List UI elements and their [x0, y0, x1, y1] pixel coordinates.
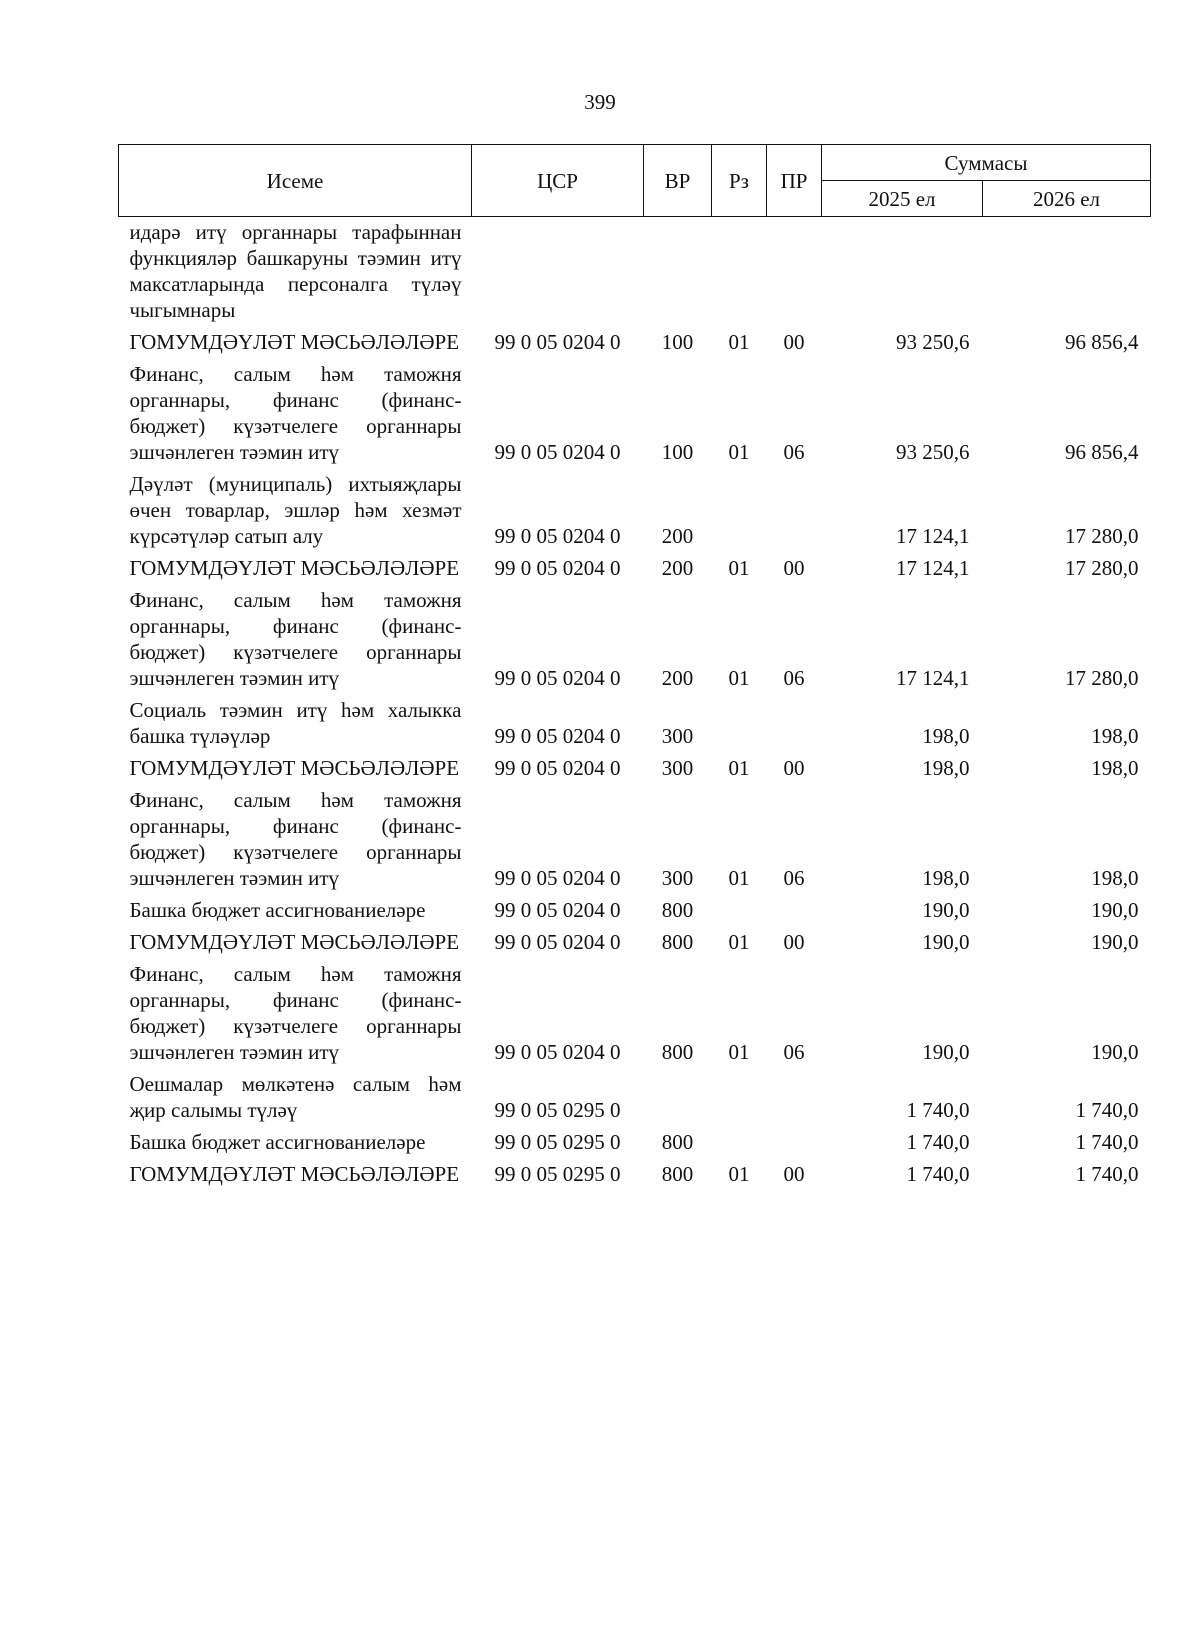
header-name: Исеме: [119, 145, 472, 217]
cell-vr: 200: [661, 666, 694, 690]
cell-csr: 99 0 05 0204 0: [494, 898, 621, 922]
cell-rz: 01: [728, 330, 750, 354]
cell-y2026: 198,0: [1091, 866, 1139, 890]
cell-csr: 99 0 05 0204 0: [494, 666, 621, 690]
cell-y2025: 190,0: [922, 898, 970, 922]
cell-pr: [767, 465, 822, 549]
table-row: [119, 217, 1151, 324]
cell-csr: 99 0 05 0204 0: [494, 330, 621, 354]
cell-pr: [767, 1065, 822, 1123]
cell-vr: 800: [661, 898, 694, 922]
cell-vr: 800: [661, 930, 694, 954]
table-row: [119, 891, 1151, 923]
table-row: [119, 355, 1151, 465]
cell-vr: 300: [661, 866, 694, 890]
header-pr: ПР: [767, 145, 822, 217]
cell-name: ГОМУМДӘҮЛӘТ МӘСЬӘЛӘЛӘРЕ: [129, 330, 460, 354]
cell-y2025: 1 740,0: [906, 1130, 970, 1154]
cell-pr: 00: [783, 1162, 805, 1186]
cell-pr: 06: [783, 1040, 805, 1064]
table-row: [119, 1123, 1151, 1155]
cell-csr: 99 0 05 0295 0: [494, 1098, 621, 1122]
cell-csr: 99 0 05 0295 0: [494, 1130, 621, 1154]
cell-csr: 99 0 05 0204 0: [494, 1040, 621, 1064]
cell-rz: 01: [728, 756, 750, 780]
cell-y2026: 96 856,4: [1065, 330, 1139, 354]
cell-y2026: 17 280,0: [1065, 524, 1139, 548]
header-sums: Суммасы: [822, 145, 1151, 181]
table-row: [119, 1155, 1151, 1187]
cell-y2026: 190,0: [1091, 930, 1139, 954]
cell-y2026: 198,0: [1091, 724, 1139, 748]
cell-y2026: 17 280,0: [1065, 556, 1139, 580]
cell-rz: 01: [728, 930, 750, 954]
cell-y2025: 190,0: [922, 1040, 970, 1064]
table-row: [119, 923, 1151, 955]
cell-csr: 99 0 05 0204 0: [494, 724, 621, 748]
cell-csr: 99 0 05 0295 0: [494, 1162, 621, 1186]
cell-name: Дәүләт (муниципаль) ихтыяҗлары өчен товарлар, эшләр һәм хезмәт күрсәтүләр сатып алу: [129, 472, 462, 548]
cell-rz: [712, 891, 767, 923]
header-vr: ВР: [644, 145, 712, 217]
cell-name: ГОМУМДӘҮЛӘТ МӘСЬӘЛӘЛӘРЕ: [129, 1162, 460, 1186]
cell-csr: 99 0 05 0204 0: [494, 866, 621, 890]
cell-rz: [712, 1123, 767, 1155]
cell-pr: [767, 217, 822, 324]
header-year-2026: 2026 ел: [983, 181, 1151, 217]
cell-rz: 01: [728, 666, 750, 690]
cell-rz: [712, 1065, 767, 1123]
cell-name: Башка бюджет ассигнованиеләре: [129, 1130, 426, 1154]
cell-y2026: 17 280,0: [1065, 666, 1139, 690]
table-row: [119, 323, 1151, 355]
cell-vr: 800: [661, 1040, 694, 1064]
cell-y2026: 190,0: [1091, 1040, 1139, 1064]
table-header: [119, 145, 1151, 217]
cell-name: Башка бюджет ассигнованиеләре: [129, 898, 426, 922]
cell-y2025: 93 250,6: [896, 440, 970, 464]
cell-y2025: 190,0: [922, 930, 970, 954]
cell-vr: 300: [661, 724, 694, 748]
table-row: [119, 1065, 1151, 1123]
cell-y2025: 93 250,6: [896, 330, 970, 354]
cell-csr: 99 0 05 0204 0: [494, 930, 621, 954]
cell-csr: [472, 217, 644, 324]
cell-y2025: 17 124,1: [896, 556, 970, 580]
cell-pr: [767, 1123, 822, 1155]
cell-vr: 300: [661, 756, 694, 780]
cell-y2025: 17 124,1: [896, 666, 970, 690]
cell-pr: 00: [783, 330, 805, 354]
table-row: [119, 581, 1151, 691]
cell-csr: 99 0 05 0204 0: [494, 556, 621, 580]
cell-y2026: [983, 217, 1151, 324]
cell-rz: [712, 691, 767, 749]
cell-pr: 06: [783, 440, 805, 464]
cell-y2025: 1 740,0: [906, 1098, 970, 1122]
header-year-2025: 2025 ел: [822, 181, 983, 217]
cell-rz: 01: [728, 1040, 750, 1064]
cell-vr: 200: [661, 524, 694, 548]
cell-rz: [712, 217, 767, 324]
cell-y2026: 1 740,0: [1075, 1098, 1139, 1122]
cell-y2025: 198,0: [922, 756, 970, 780]
cell-name: ГОМУМДӘҮЛӘТ МӘСЬӘЛӘЛӘРЕ: [129, 556, 460, 580]
table-row: [119, 465, 1151, 549]
cell-vr: 800: [661, 1162, 694, 1186]
cell-pr: 00: [783, 930, 805, 954]
cell-rz: 01: [728, 866, 750, 890]
cell-name: ГОМУМДӘҮЛӘТ МӘСЬӘЛӘЛӘРЕ: [129, 756, 460, 780]
cell-rz: 01: [728, 1162, 750, 1186]
cell-name: идарә итү органнары тарафыннан функцияләр башкаруны тәэмин итү максатларында персоналга түләү чыгымнары: [129, 220, 462, 322]
cell-y2026: 190,0: [1091, 898, 1139, 922]
cell-rz: 01: [728, 440, 750, 464]
cell-name: ГОМУМДӘҮЛӘТ МӘСЬӘЛӘЛӘРЕ: [129, 930, 460, 954]
cell-pr: 00: [783, 756, 805, 780]
cell-name: Социаль тәэмин итү һәм халыкка башка түләүләр: [129, 698, 462, 748]
cell-csr: 99 0 05 0204 0: [494, 524, 621, 548]
cell-rz: [712, 465, 767, 549]
cell-pr: 00: [783, 556, 805, 580]
cell-y2025: [822, 217, 983, 324]
cell-pr: 06: [783, 866, 805, 890]
cell-vr: [644, 217, 712, 324]
cell-vr: [644, 1065, 712, 1123]
cell-vr: 100: [661, 440, 694, 464]
cell-pr: [767, 691, 822, 749]
cell-name: Финанс, салым һәм таможня органнары, финанс (финанс-бюджет) күзәтчелеге органнары эшчәнлеген тәэмин итү: [129, 962, 462, 1064]
cell-vr: 100: [661, 330, 694, 354]
table-row: [119, 781, 1151, 891]
cell-name: Оешмалар мөлкәтенә салым һәм җир салымы түләү: [129, 1072, 462, 1122]
cell-name: Финанс, салым һәм таможня органнары, финанс (финанс-бюджет) күзәтчелеге органнары эшчәнлеген тәэмин итү: [129, 588, 462, 690]
budget-table: [118, 144, 1151, 1187]
cell-csr: 99 0 05 0204 0: [494, 440, 621, 464]
cell-vr: 800: [661, 1130, 694, 1154]
page-number: 399: [584, 90, 616, 114]
header-rz: Рз: [712, 145, 767, 217]
cell-y2025: 1 740,0: [906, 1162, 970, 1186]
cell-pr: 06: [783, 666, 805, 690]
table-row: [119, 549, 1151, 581]
cell-y2025: 198,0: [922, 724, 970, 748]
table-row: [119, 749, 1151, 781]
cell-vr: 200: [661, 556, 694, 580]
header-csr: ЦСР: [472, 145, 644, 217]
cell-y2026: 1 740,0: [1075, 1162, 1139, 1186]
cell-rz: 01: [728, 556, 750, 580]
cell-y2025: 198,0: [922, 866, 970, 890]
cell-name: Финанс, салым һәм таможня органнары, финанс (финанс-бюджет) күзәтчелеге органнары эшчәнлеген тәэмин итү: [129, 362, 462, 464]
cell-y2025: 17 124,1: [896, 524, 970, 548]
cell-name: Финанс, салым һәм таможня органнары, финанс (финанс-бюджет) күзәтчелеге органнары эшчәнлеген тәэмин итү: [129, 788, 462, 890]
cell-pr: [767, 891, 822, 923]
table-row: [119, 691, 1151, 749]
cell-y2026: 96 856,4: [1065, 440, 1139, 464]
cell-csr: 99 0 05 0204 0: [494, 756, 621, 780]
cell-y2026: 198,0: [1091, 756, 1139, 780]
table-body: [119, 217, 1151, 1188]
table-row: [119, 955, 1151, 1065]
cell-y2026: 1 740,0: [1075, 1130, 1139, 1154]
